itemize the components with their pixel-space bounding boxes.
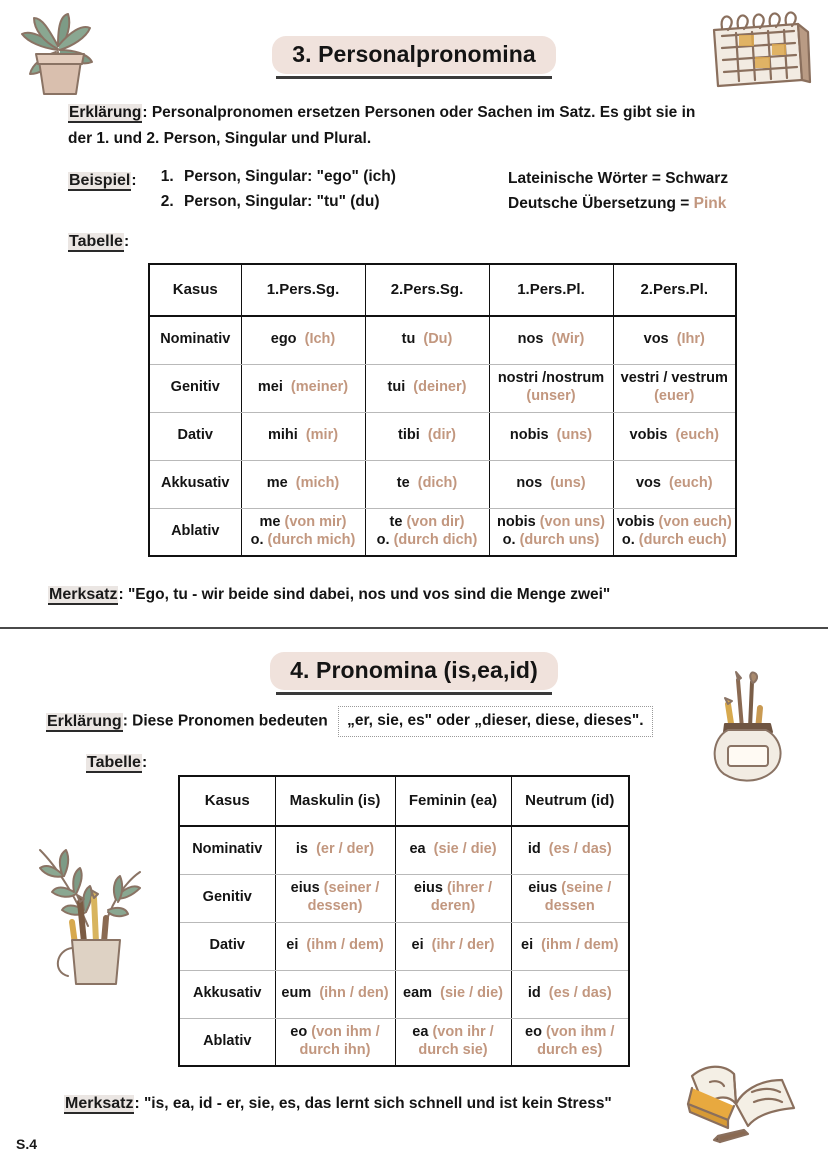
latin-word: nobis	[509, 427, 549, 444]
latin-word: nostri /nostrum	[497, 370, 605, 387]
latin-word: te	[389, 514, 403, 531]
latin-word: o.	[250, 531, 264, 548]
latin-word: ei	[411, 937, 424, 954]
table-cell	[275, 1018, 395, 1066]
table-cell	[275, 970, 395, 1018]
case-label: Genitiv	[149, 364, 241, 412]
table-cell	[241, 412, 365, 460]
section3-beispiel-label: Beispiel	[69, 172, 131, 189]
latin-word: me	[266, 475, 288, 492]
section3-erklaerung-line1: : Personalpronomen ersetzen Personen oder Sachen im Satz. Es gibt sie in	[142, 104, 696, 121]
german-translation: (Du)	[423, 331, 453, 348]
section3-beispiel-label-wrap	[68, 172, 137, 190]
latin-word: eius	[528, 880, 558, 897]
section3-title-underline	[276, 76, 552, 79]
table-cell	[613, 460, 736, 508]
table-cell	[489, 508, 613, 556]
column-header: 1.Pers.Sg.	[241, 264, 365, 316]
latin-word: is	[295, 841, 308, 858]
list-item: 2. Person, Singular: "tu" (du)	[178, 193, 488, 211]
german-translation: (ihn / den)	[319, 985, 389, 1002]
section4-merksatz	[64, 1095, 612, 1113]
list-item: 1. Person, Singular: "ego" (ich)	[178, 168, 488, 186]
legend-german-text: Deutsche Übersetzung =	[508, 195, 694, 212]
section3-tabelle-label: Tabelle	[69, 233, 123, 250]
latin-word: o.	[502, 531, 516, 548]
latin-word: nobis	[497, 514, 536, 531]
section4-tabelle-label: Tabelle	[87, 754, 141, 771]
latin-word: tui	[387, 379, 406, 396]
column-header: Maskulin (is)	[275, 776, 395, 826]
table-cell	[365, 412, 489, 460]
latin-word: ei	[521, 937, 534, 954]
german-translation: (durch dich)	[393, 531, 478, 548]
column-header: 2.Pers.Pl.	[613, 264, 736, 316]
section4-erklaerung-label: Erklärung	[47, 712, 122, 730]
latin-word: me	[259, 514, 281, 531]
german-translation: (er / der)	[316, 841, 375, 858]
cell-line	[279, 1024, 392, 1042]
column-header: 2.Pers.Sg.	[365, 264, 489, 316]
german-translation: (durch euch)	[638, 531, 727, 548]
legend	[508, 170, 728, 213]
cell-line	[279, 1042, 392, 1060]
latin-word: vos	[635, 475, 661, 492]
column-header: Feminin (ea)	[395, 776, 511, 826]
table-row	[149, 412, 736, 460]
german-translation: (ihrer /	[446, 880, 493, 897]
table-cell	[613, 508, 736, 556]
german-translation: (meiner)	[290, 379, 349, 396]
table-row	[149, 460, 736, 508]
section4-erklaerung-box: „er, sie, es" oder „dieser, diese, dieses".	[338, 706, 652, 737]
cell-line	[369, 532, 486, 550]
table-row	[179, 1018, 629, 1066]
case-label: Dativ	[149, 412, 241, 460]
latin-word: vos	[643, 331, 669, 348]
table-cell	[613, 316, 736, 364]
section4-tabelle-label-wrap	[86, 754, 147, 772]
german-translation: dessen)	[307, 898, 363, 914]
german-translation: (dich)	[417, 475, 458, 492]
latin-word: eam	[403, 985, 433, 1002]
open-book-icon	[672, 1058, 814, 1158]
latin-word: vobis	[616, 514, 655, 531]
german-translation: (seine /	[561, 880, 612, 897]
latin-word: tibi	[398, 427, 420, 444]
case-label: Akkusativ	[179, 970, 275, 1018]
table-cell	[511, 874, 629, 922]
german-translation: (Ihr)	[676, 331, 705, 348]
latin-word: eo	[525, 1024, 542, 1041]
table-cell	[395, 874, 511, 922]
cell-line	[369, 514, 486, 532]
german-translation: (Wir)	[551, 331, 585, 348]
section4-table-wrap	[178, 775, 630, 1067]
section3-erklaerung-label: Erklärung	[69, 104, 142, 121]
cell-line	[399, 880, 508, 898]
case-label: Ablativ	[149, 508, 241, 556]
table-cell	[511, 970, 629, 1018]
table-cell	[241, 364, 365, 412]
section3-table-wrap	[148, 263, 737, 557]
cell-line	[399, 1024, 508, 1042]
mug-with-pencils-icon	[28, 806, 160, 1002]
german-translation: deren)	[430, 898, 476, 914]
legend-pink-word: Pink	[693, 195, 727, 212]
column-header: Kasus	[179, 776, 275, 826]
table-cell	[365, 460, 489, 508]
section3-title-wrap	[0, 36, 828, 79]
table-row	[179, 922, 629, 970]
table-cell	[365, 316, 489, 364]
german-translation: (ihm / dem)	[541, 937, 619, 954]
cell-line	[617, 370, 733, 405]
table-cell	[395, 1018, 511, 1066]
legend-latin-line: Lateinische Wörter = Schwarz	[508, 170, 729, 187]
latin-word: eius	[290, 880, 320, 897]
section4-title-wrap	[0, 652, 828, 695]
table-header-row	[179, 776, 629, 826]
table-cell	[241, 316, 365, 364]
table-cell	[395, 922, 511, 970]
german-translation: (unser)	[526, 388, 576, 404]
cell-line	[617, 532, 733, 550]
german-translation: (seiner /	[323, 880, 380, 897]
cell-line	[245, 514, 362, 532]
section4-merksatz-label: Merksatz	[65, 1095, 134, 1112]
german-translation: (von ihr /	[432, 1024, 494, 1041]
latin-word: mihi	[267, 427, 298, 444]
german-translation: (es / das)	[548, 841, 612, 858]
german-translation: (von uns)	[539, 514, 605, 531]
table-cell	[395, 970, 511, 1018]
table-cell	[395, 826, 511, 874]
german-translation: (sie / die)	[440, 985, 503, 1002]
table-cell	[613, 364, 736, 412]
section4-erklaerung	[46, 706, 806, 737]
case-label: Akkusativ	[149, 460, 241, 508]
table-cell	[365, 364, 489, 412]
personalpronomina-table	[148, 263, 737, 557]
column-header: Kasus	[149, 264, 241, 316]
section4-erklaerung-text: : Diese Pronomen bedeuten	[122, 712, 328, 730]
latin-word: nos	[516, 475, 543, 492]
column-header: Neutrum (id)	[511, 776, 629, 826]
section3-tabelle-colon: :	[123, 233, 130, 250]
german-translation: (dir)	[427, 427, 456, 444]
table-cell	[275, 922, 395, 970]
german-translation: (durch mich)	[267, 531, 356, 548]
table-cell	[241, 460, 365, 508]
german-translation: (euch)	[675, 427, 719, 444]
german-translation: (von ihm /	[311, 1024, 380, 1041]
german-translation: (mich)	[295, 475, 340, 492]
section3-examples-list	[158, 168, 488, 218]
section3-tabelle-label-wrap	[68, 233, 129, 251]
german-translation: durch sie)	[418, 1041, 488, 1058]
case-label: Nominativ	[149, 316, 241, 364]
cell-line	[399, 1042, 508, 1060]
latin-word: te	[396, 475, 410, 492]
table-cell	[489, 316, 613, 364]
latin-word: eius	[413, 880, 443, 897]
pronomina-is-ea-id-table	[178, 775, 630, 1067]
cell-line	[245, 532, 362, 550]
german-translation: (deiner)	[413, 379, 467, 396]
section4-tabelle-colon: :	[141, 754, 148, 771]
cell-line	[399, 898, 508, 916]
german-translation: (mir)	[305, 427, 339, 444]
table-cell	[489, 364, 613, 412]
latin-word: nos	[517, 331, 544, 348]
table-row	[179, 826, 629, 874]
section3-merksatz-text: : "Ego, tu - wir beide sind dabei, nos und vos sind die Menge zwei"	[118, 586, 611, 603]
legend-german-line	[508, 195, 728, 213]
latin-word: ea	[412, 1024, 429, 1041]
table-cell	[489, 460, 613, 508]
german-translation: (euch)	[669, 475, 713, 492]
german-translation: (Ich)	[304, 331, 336, 348]
table-cell	[511, 922, 629, 970]
table-cell	[489, 412, 613, 460]
german-translation: (durch uns)	[519, 531, 600, 548]
latin-word: ei	[286, 937, 299, 954]
latin-word: eum	[281, 985, 312, 1002]
german-translation: (von mir)	[284, 514, 347, 531]
latin-word: eo	[290, 1024, 308, 1041]
german-translation: (ihr / der)	[431, 937, 495, 954]
table-row	[179, 970, 629, 1018]
table-cell	[241, 508, 365, 556]
cell-line	[617, 514, 733, 532]
section4-title: 4. Pronomina (is,ea,id)	[270, 652, 558, 690]
case-label: Genitiv	[179, 874, 275, 922]
german-translation: dessen	[544, 898, 595, 914]
table-cell	[365, 508, 489, 556]
german-translation: (von ihm /	[545, 1024, 615, 1041]
cell-line	[515, 898, 626, 916]
table-row	[149, 316, 736, 364]
page-number: S.4	[16, 1136, 38, 1152]
section-divider	[0, 627, 828, 629]
latin-word: vestri / vestrum	[620, 370, 728, 387]
table-cell	[275, 826, 395, 874]
case-label: Nominativ	[179, 826, 275, 874]
section3-merksatz-label: Merksatz	[49, 586, 118, 603]
latin-word: ea	[409, 841, 426, 858]
latin-word: mei	[257, 379, 283, 396]
table-cell	[511, 826, 629, 874]
german-translation: (von euch)	[658, 514, 732, 531]
german-translation: durch ihn)	[299, 1041, 371, 1058]
table-cell	[275, 874, 395, 922]
cell-line	[493, 532, 610, 550]
german-translation: (euer)	[654, 388, 695, 404]
section3-erklaerung-line2: der 1. und 2. Person, Singular und Plural.	[68, 130, 372, 148]
cell-line	[493, 370, 610, 405]
german-translation: (uns)	[556, 427, 593, 444]
latin-word: ego	[270, 331, 297, 348]
table-cell	[511, 1018, 629, 1066]
table-cell	[613, 412, 736, 460]
case-label: Dativ	[179, 922, 275, 970]
cell-line	[515, 880, 626, 898]
section3-erklaerung	[68, 98, 768, 152]
german-translation: (sie / die)	[433, 841, 497, 858]
cell-line	[279, 880, 392, 898]
cell-line	[515, 1024, 626, 1042]
cell-line	[279, 898, 392, 916]
german-translation: (ihm / dem)	[306, 937, 384, 954]
latin-word: vobis	[629, 427, 668, 444]
table-header-row	[149, 264, 736, 316]
latin-word: o.	[621, 531, 635, 548]
cell-line	[515, 1042, 626, 1060]
german-translation: (von dir)	[406, 514, 465, 531]
latin-word: o.	[376, 531, 390, 548]
german-translation: (uns)	[550, 475, 586, 492]
table-row	[149, 364, 736, 412]
section3-beispiel-colon: :	[131, 172, 137, 189]
latin-word: id	[527, 985, 541, 1002]
german-translation: (es / das)	[548, 985, 612, 1002]
section4-title-underline	[276, 692, 552, 695]
section4-merksatz-text: : "is, ea, id - er, sie, es, das lernt sich schnell und ist kein Stress"	[134, 1095, 612, 1112]
table-row	[179, 874, 629, 922]
section3-title: 3. Personalpronomina	[272, 36, 556, 74]
section3-merksatz	[48, 586, 610, 604]
cell-line	[493, 514, 610, 532]
case-label: Ablativ	[179, 1018, 275, 1066]
german-translation: durch es)	[537, 1041, 603, 1058]
table-row	[149, 508, 736, 556]
column-header: 1.Pers.Pl.	[489, 264, 613, 316]
latin-word: id	[527, 841, 541, 858]
latin-word: tu	[401, 331, 416, 348]
